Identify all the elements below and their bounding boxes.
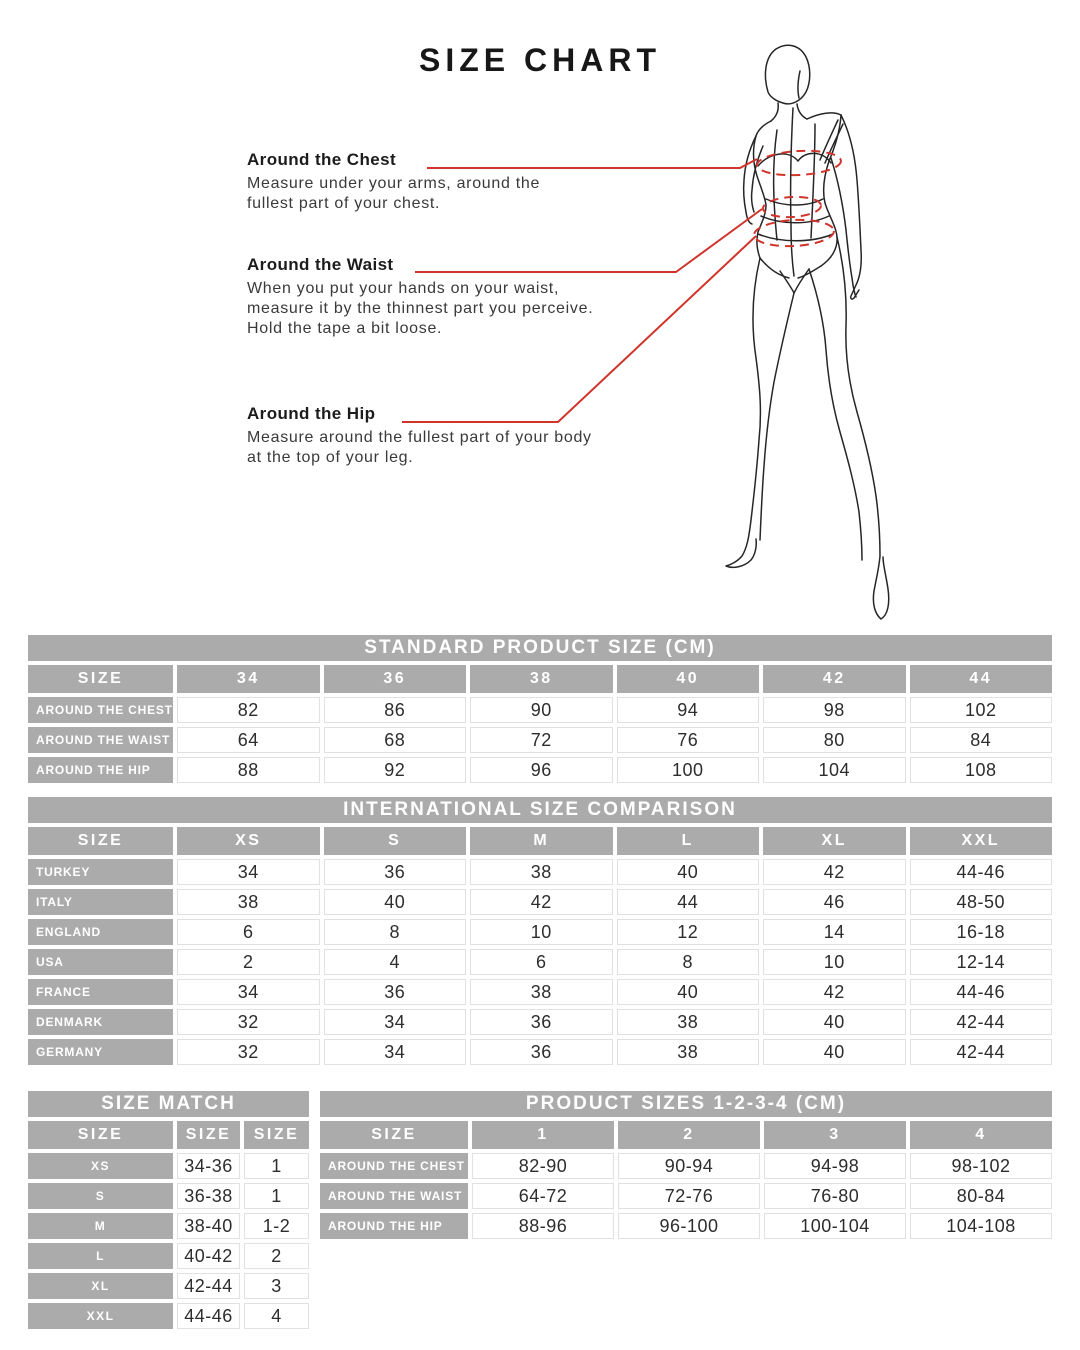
column-header: M xyxy=(470,827,613,855)
table-cell: 96-100 xyxy=(618,1213,760,1239)
table-cell: 34 xyxy=(324,1009,467,1035)
table-cell: 14 xyxy=(763,919,906,945)
row-label: AROUND THE HIP xyxy=(28,757,173,783)
table-cell: 38 xyxy=(617,1009,760,1035)
table-cell: 38 xyxy=(470,979,613,1005)
table-cell: 8 xyxy=(617,949,760,975)
row-label: ITALY xyxy=(28,889,173,915)
column-header: XXL xyxy=(910,827,1053,855)
table-cell: 96 xyxy=(470,757,613,783)
table-cell: 44 xyxy=(617,889,760,915)
table-cell: 1 xyxy=(244,1153,309,1179)
column-header: XL xyxy=(763,827,906,855)
table-cell: 32 xyxy=(177,1039,320,1065)
table-cell: 94-98 xyxy=(764,1153,906,1179)
table-cell: 34-36 xyxy=(177,1153,240,1179)
table-cell: 100-104 xyxy=(764,1213,906,1239)
guide-waist-heading: Around the Waist xyxy=(247,255,394,274)
table-cell: 82-90 xyxy=(472,1153,614,1179)
table-cell: 12 xyxy=(617,919,760,945)
table-cell: 42 xyxy=(763,979,906,1005)
croquis-figure xyxy=(726,45,889,619)
table-cell: 8 xyxy=(324,919,467,945)
table-cell: 68 xyxy=(324,727,467,753)
table-grid xyxy=(320,1121,1052,1239)
column-header: 40 xyxy=(617,665,760,693)
table-cell: 88 xyxy=(177,757,320,783)
table-cell: 38 xyxy=(617,1039,760,1065)
table-cell: 104-108 xyxy=(910,1213,1052,1239)
column-header: 4 xyxy=(910,1121,1052,1149)
table-cell: 46 xyxy=(763,889,906,915)
table-cell: 98 xyxy=(763,697,906,723)
table-cell: 98-102 xyxy=(910,1153,1052,1179)
table-cell: 38 xyxy=(177,889,320,915)
table-cell: 104 xyxy=(763,757,906,783)
table-cell: 10 xyxy=(470,919,613,945)
row-label: USA xyxy=(28,949,173,975)
table-cell: 36 xyxy=(324,979,467,1005)
table-cell: 40 xyxy=(763,1009,906,1035)
table-cell: 90 xyxy=(470,697,613,723)
row-label: AROUND THE CHEST xyxy=(320,1153,468,1179)
column-header: SIZE xyxy=(177,1121,240,1149)
table-cell: 64 xyxy=(177,727,320,753)
row-label: M xyxy=(28,1213,173,1239)
table-title: STANDARD PRODUCT SIZE (CM) xyxy=(28,635,1052,661)
table-cell: 42 xyxy=(763,859,906,885)
column-header: XS xyxy=(177,827,320,855)
international-size-table xyxy=(28,797,1052,1065)
table-grid xyxy=(28,665,1052,783)
table-cell: 42 xyxy=(470,889,613,915)
row-label: L xyxy=(28,1243,173,1269)
table-cell: 90-94 xyxy=(618,1153,760,1179)
row-label: AROUND THE CHEST xyxy=(28,697,173,723)
column-header: SIZE xyxy=(320,1121,468,1149)
table-cell: 72-76 xyxy=(618,1183,760,1209)
table-cell: 2 xyxy=(177,949,320,975)
table-grid xyxy=(28,1121,309,1329)
standard-size-table xyxy=(28,635,1052,783)
guide-waist xyxy=(247,255,595,339)
table-cell: 40 xyxy=(617,859,760,885)
table-cell: 16-18 xyxy=(910,919,1053,945)
table-cell: 82 xyxy=(177,697,320,723)
table-title: PRODUCT SIZES 1-2-3-4 (CM) xyxy=(320,1091,1052,1117)
table-cell: 44-46 xyxy=(910,859,1053,885)
table-cell: 32 xyxy=(177,1009,320,1035)
column-header: SIZE xyxy=(28,665,173,693)
table-cell: 2 xyxy=(244,1243,309,1269)
column-header: L xyxy=(617,827,760,855)
column-header: 3 xyxy=(764,1121,906,1149)
waist-measure-ellipse xyxy=(763,195,822,218)
column-header: SIZE xyxy=(28,1121,173,1149)
table-cell: 4 xyxy=(244,1303,309,1329)
table-cell: 76-80 xyxy=(764,1183,906,1209)
row-label: GERMANY xyxy=(28,1039,173,1065)
column-header: SIZE xyxy=(244,1121,309,1149)
column-header: 2 xyxy=(618,1121,760,1149)
table-cell: 36 xyxy=(324,859,467,885)
guide-hip xyxy=(247,404,599,468)
table-cell: 76 xyxy=(617,727,760,753)
row-label: DENMARK xyxy=(28,1009,173,1035)
row-label: S xyxy=(28,1183,173,1209)
table-cell: 34 xyxy=(177,979,320,1005)
table-cell: 42-44 xyxy=(910,1009,1053,1035)
table-title: INTERNATIONAL SIZE COMPARISON xyxy=(28,797,1052,823)
row-label: AROUND THE WAIST xyxy=(28,727,173,753)
row-label: AROUND THE HIP xyxy=(320,1213,468,1239)
table-cell: 88-96 xyxy=(472,1213,614,1239)
guide-chest xyxy=(247,150,579,214)
table-cell: 100 xyxy=(617,757,760,783)
table-cell: 94 xyxy=(617,697,760,723)
table-cell: 80 xyxy=(763,727,906,753)
table-cell: 34 xyxy=(324,1039,467,1065)
table-cell: 44-46 xyxy=(177,1303,240,1329)
table-cell: 108 xyxy=(910,757,1053,783)
guide-waist-description: When you put your hands on your waist, measure it by the thinnest part you perceive. Hold the tape a bit loose. xyxy=(247,280,594,337)
row-label: AROUND THE WAIST xyxy=(320,1183,468,1209)
table-cell: 1 xyxy=(244,1183,309,1209)
column-header: 44 xyxy=(910,665,1053,693)
table-cell: 34 xyxy=(177,859,320,885)
row-label: FRANCE xyxy=(28,979,173,1005)
table-cell: 12-14 xyxy=(910,949,1053,975)
table-cell: 72 xyxy=(470,727,613,753)
table-cell: 1-2 xyxy=(244,1213,309,1239)
guide-hip-heading: Around the Hip xyxy=(247,404,376,423)
table-cell: 44-46 xyxy=(910,979,1053,1005)
column-header: 42 xyxy=(763,665,906,693)
table-cell: 10 xyxy=(763,949,906,975)
table-cell: 6 xyxy=(177,919,320,945)
guide-chest-description: Measure under your arms, around the fullest part of your chest. xyxy=(247,175,541,212)
table-cell: 6 xyxy=(470,949,613,975)
chest-measure-ellipse xyxy=(756,149,841,177)
table-cell: 3 xyxy=(244,1273,309,1299)
table-cell: 40 xyxy=(763,1039,906,1065)
table-cell: 86 xyxy=(324,697,467,723)
table-cell: 40 xyxy=(617,979,760,1005)
guide-chest-heading: Around the Chest xyxy=(247,150,397,169)
table-title: SIZE MATCH xyxy=(28,1091,309,1117)
table-cell: 38 xyxy=(470,859,613,885)
table-cell: 42-44 xyxy=(910,1039,1053,1065)
column-header: S xyxy=(324,827,467,855)
table-cell: 48-50 xyxy=(910,889,1053,915)
page-title: SIZE CHART xyxy=(419,42,661,78)
row-label: XS xyxy=(28,1153,173,1179)
column-header: 1 xyxy=(472,1121,614,1149)
guide-hip-description: Measure around the fullest part of your body at the top of your leg. xyxy=(247,429,592,466)
table-cell: 84 xyxy=(910,727,1053,753)
size-match-table xyxy=(28,1091,309,1329)
table-cell: 38-40 xyxy=(177,1213,240,1239)
row-label: XXL xyxy=(28,1303,173,1329)
column-header: 36 xyxy=(324,665,467,693)
row-label: ENGLAND xyxy=(28,919,173,945)
table-cell: 40 xyxy=(324,889,467,915)
table-cell: 40-42 xyxy=(177,1243,240,1269)
product-sizes-table xyxy=(320,1091,1052,1239)
row-label: TURKEY xyxy=(28,859,173,885)
table-grid xyxy=(28,827,1052,1065)
table-cell: 36-38 xyxy=(177,1183,240,1209)
table-cell: 36 xyxy=(470,1009,613,1035)
column-header: SIZE xyxy=(28,827,173,855)
row-label: XL xyxy=(28,1273,173,1299)
column-header: 34 xyxy=(177,665,320,693)
table-cell: 36 xyxy=(470,1039,613,1065)
table-cell: 102 xyxy=(910,697,1053,723)
table-cell: 80-84 xyxy=(910,1183,1052,1209)
table-cell: 42-44 xyxy=(177,1273,240,1299)
hip-measure-ellipse xyxy=(753,218,834,248)
column-header: 38 xyxy=(470,665,613,693)
table-cell: 92 xyxy=(324,757,467,783)
table-cell: 64-72 xyxy=(472,1183,614,1209)
table-cell: 4 xyxy=(324,949,467,975)
